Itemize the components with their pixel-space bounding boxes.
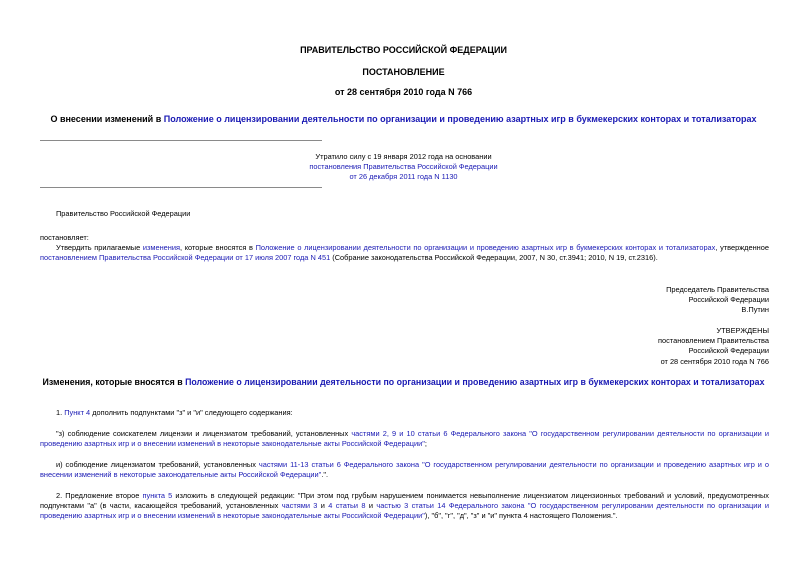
subitem-z-text-a: "з) соблюдение соискателем лицензии и лицензиатом требований, установленных bbox=[56, 429, 352, 438]
approved-country: Российской Федерации bbox=[688, 346, 769, 356]
item-1 bbox=[56, 408, 293, 418]
status-top-divider bbox=[40, 140, 322, 141]
subitem-i-text-b: .". bbox=[321, 470, 329, 480]
item-1-text: дополнить подпунктами "з" и "и" следующего содержания: bbox=[90, 408, 293, 417]
status-bottom-divider bbox=[40, 187, 322, 188]
link-regulation[interactable]: Положение о лицензировании деятельности по организации и проведению азартных игр в букмекерских конторах и тотализаторах bbox=[255, 243, 716, 252]
doc-title bbox=[0, 114, 807, 124]
p3-text-b: , которые вносятся в bbox=[180, 243, 256, 252]
link-law-art6-11-13[interactable]: частями 11-13 статьи 6 Федерального закона "О государственном регулировании деятельности по организации и проведению азартных игр и о внесении изменений в некоторые законодательные акты Российской Федерации" bbox=[40, 460, 769, 480]
signature-block bbox=[666, 285, 769, 316]
item-2-text-e: ), "б", "г", "д", "з" и "и" пункта 4 настоящего Положения.". bbox=[424, 511, 618, 521]
doc-title-link[interactable]: Положение о лицензировании деятельности по организации и проведению азартных игр в букмекерских конторах и тотализаторах bbox=[163, 114, 757, 124]
signature-position: Председатель Правительства bbox=[666, 285, 769, 294]
subitem-i-text-a: и) соблюдение лицензиатом требований, установленных bbox=[56, 460, 259, 469]
changes-title-prefix: Изменения, которые вносятся в bbox=[42, 377, 186, 387]
org-header: ПРАВИТЕЛЬСТВО РОССИЙСКОЙ ФЕДЕРАЦИИ bbox=[300, 45, 507, 55]
link-art-14[interactable]: частью 3 статьи 14 Федерального закона "О государственном регулировании деятельности по организации и проведению азартных игр и о внесении изменений в некоторые законодательные акты Российской Федерации" bbox=[40, 501, 769, 521]
item-2-text-c: и bbox=[317, 501, 329, 511]
approved-block bbox=[658, 326, 769, 367]
link-law-art6-parts[interactable]: частями 2, 9 и 10 статьи 6 Федерального закона "О государственном регулировании деятельности по организации и проведению азартных игр и о внесении изменений в некоторые законодательные акты Российской Федерации" bbox=[40, 429, 769, 449]
item-2-text-d: и bbox=[365, 501, 377, 511]
changes-title-link[interactable]: Положение о лицензировании деятельности по организации и проведению азартных игр в букмекерских конторах и тотализаторах bbox=[185, 377, 765, 387]
approved-date: от 28 сентября 2010 года N 766 bbox=[660, 356, 769, 366]
item-1-num: 1. bbox=[56, 408, 65, 417]
item-2-text-b: изложить в следующей редакции: "При этом под грубым нарушением понимается невыполнение лицензиатом лицензионных требований и условий, предусмотренных подпунктами "а" (в части, касающейся требований, установленных bbox=[40, 491, 769, 511]
p3-text-c: , утвержденное bbox=[715, 243, 769, 252]
link-parts-3[interactable]: частями 3 bbox=[281, 501, 318, 511]
status-link-date[interactable]: от 26 декабря 2011 года N 1130 bbox=[349, 172, 458, 182]
link-decree-451[interactable]: постановлением Правительства Российской Федерации от 17 июля 2007 года N 451 bbox=[40, 253, 331, 263]
approved-label: УТВЕРЖДЕНЫ bbox=[716, 326, 769, 335]
doc-type: ПОСТАНОВЛЕНИЕ bbox=[362, 67, 445, 77]
p3-text-a: Утвердить прилагаемые bbox=[56, 243, 143, 252]
body-paragraph-approve bbox=[40, 243, 769, 263]
subitem-i bbox=[40, 460, 769, 480]
doc-title-prefix: О внесении изменений в bbox=[50, 114, 164, 124]
item-2 bbox=[40, 491, 769, 522]
status-line-1: Утратило силу с 19 января 2012 года на основании bbox=[315, 152, 492, 161]
approved-by: постановлением Правительства bbox=[658, 336, 769, 346]
status-link-decree[interactable]: постановления Правительства Российской Федерации bbox=[309, 162, 498, 172]
item-2-text-a: 2. Предложение второе bbox=[56, 491, 143, 500]
link-art-8[interactable]: 4 статьи 8 bbox=[328, 501, 366, 511]
subitem-z-text-b: ; bbox=[424, 439, 427, 449]
link-point-5[interactable]: пункта 5 bbox=[142, 491, 173, 500]
changes-title bbox=[0, 377, 807, 387]
p3-text-d: (Собрание законодательства Российской Федерации, 2007, N 30, ст.3941; 2010, N 19, ст.2316). bbox=[330, 253, 658, 263]
body-decrees: постановляет: bbox=[40, 233, 89, 242]
link-point-4[interactable]: Пункт 4 bbox=[64, 408, 91, 417]
doc-date-number: от 28 сентября 2010 года N 766 bbox=[334, 87, 473, 97]
signature-country: Российской Федерации bbox=[688, 295, 769, 305]
subitem-z bbox=[40, 429, 769, 449]
link-changes[interactable]: изменения bbox=[142, 243, 180, 252]
body-government: Правительство Российской Федерации bbox=[56, 209, 191, 218]
signature-name: В.Путин bbox=[741, 305, 769, 315]
status-block bbox=[240, 152, 567, 183]
